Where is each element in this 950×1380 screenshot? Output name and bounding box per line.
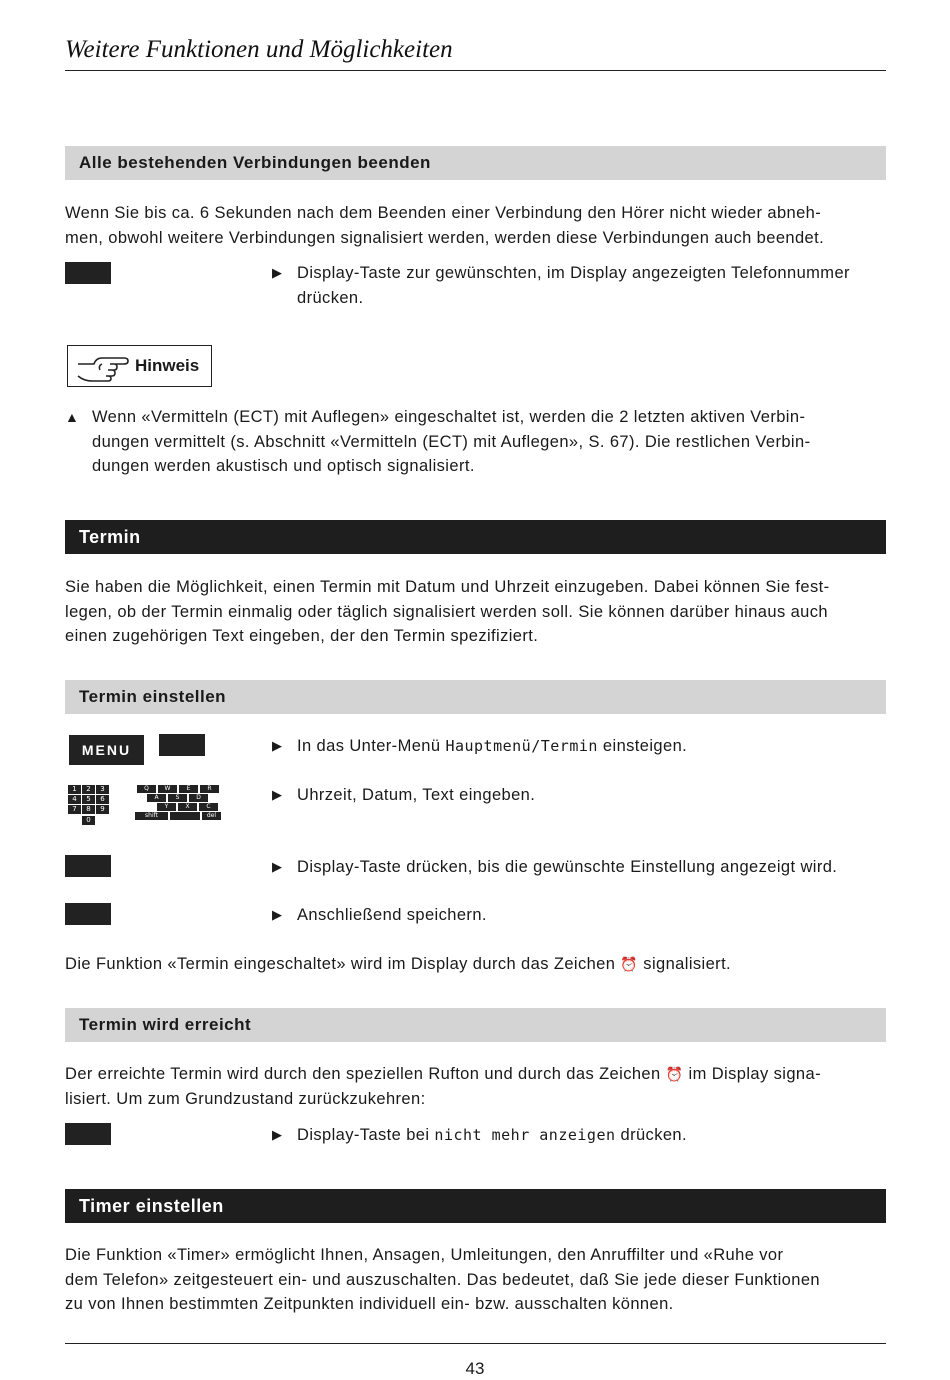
- display-key-button[interactable]: [65, 903, 111, 925]
- termin-erreicht-step: ▶ Display-Taste bei nicht mehr anzeigen drücken.: [272, 1123, 886, 1149]
- key-3[interactable]: 3: [96, 785, 109, 794]
- timer-line-3: zu von Ihnen bestimmten Zeitpunkten individuell ein- bzw. ausschalten können.: [65, 1295, 674, 1313]
- display-option: nicht mehr anzeigen: [434, 1126, 616, 1144]
- termin-erreicht-paragraph: Der erreichte Termin wird durch den speziellen Rufton und durch das Zeichen ⏰ im Display signa- lisiert. Um zum Grundzustand zurückzukehren:: [65, 1062, 886, 1111]
- timer-line-1: Die Funktion «Timer» ermöglicht Ihnen, Ansagen, Umleitungen, den Anruffilter und «Ruhe vor: [65, 1246, 784, 1264]
- key-shift[interactable]: shift: [135, 812, 168, 820]
- key-s[interactable]: S: [168, 794, 187, 802]
- section-heading-termin-erreicht: Termin wird erreicht: [65, 1008, 886, 1042]
- key-9[interactable]: 9: [96, 805, 109, 814]
- hinweis-line-1: Wenn «Vermitteln (ECT) mit Auflegen» eingeschaltet ist, werden die 2 letzten aktiven Verbin-: [92, 408, 806, 426]
- section-heading-termin: Termin: [65, 520, 886, 554]
- menu-path: Hauptmenü/Termin: [445, 737, 598, 755]
- page-number: 43: [465, 1359, 485, 1378]
- pointing-hand-icon: [74, 352, 132, 382]
- key-c[interactable]: C: [199, 803, 218, 811]
- triangle-right-icon: ▶: [272, 907, 283, 922]
- termin-step-3: ▶ Display-Taste drücken, bis die gewünschte Einstellung angezeigt wird.: [272, 855, 886, 881]
- termin-summary: Die Funktion «Termin eingeschaltet» wird im Display durch das Zeichen ⏰ signalisiert.: [65, 952, 886, 977]
- alarm-clock-icon: ⏰: [620, 956, 639, 972]
- alle-paragraph: [65, 201, 886, 250]
- triangle-right-icon: ▶: [272, 1127, 283, 1142]
- footer-rule: [65, 1343, 886, 1344]
- key-q[interactable]: Q: [137, 785, 156, 793]
- key-1[interactable]: 1: [68, 785, 81, 794]
- key-x[interactable]: X: [178, 803, 197, 811]
- termin-step-2: ▶ Uhrzeit, Datum, Text eingeben.: [272, 783, 886, 809]
- menu-button[interactable]: MENU: [69, 735, 144, 765]
- display-key-button[interactable]: [65, 855, 111, 877]
- hinweis-box: [67, 345, 212, 387]
- alle-step: [272, 261, 886, 311]
- section-heading-alle: Alle bestehenden Verbindungen beenden: [65, 146, 886, 180]
- triangle-right-icon: ▶: [272, 859, 283, 874]
- key-space[interactable]: [170, 812, 200, 820]
- key-w[interactable]: W: [158, 785, 177, 793]
- key-y[interactable]: Y: [157, 803, 176, 811]
- display-key-button[interactable]: [65, 1123, 111, 1145]
- key-6[interactable]: 6: [96, 795, 109, 804]
- header-rule: [65, 70, 886, 71]
- hinweis-note: [65, 405, 886, 480]
- key-8[interactable]: 8: [82, 805, 95, 814]
- triangle-up-icon: ▲: [65, 409, 80, 425]
- hinweis-line-2: dungen vermittelt (s. Abschnitt «Vermitteln (ECT) mit Auflegen», S. 67). Die restlichen Verbin-: [92, 432, 811, 451]
- termin-step-1: ▶ In das Unter-Menü Hauptmenü/Termin einsteigen.: [272, 734, 886, 760]
- triangle-right-icon: ▶: [272, 787, 283, 802]
- display-key-button[interactable]: [65, 262, 111, 284]
- key-4[interactable]: 4: [68, 795, 81, 804]
- key-a[interactable]: A: [147, 794, 166, 802]
- alarm-clock-icon: ⏰: [665, 1066, 684, 1082]
- termin-step-4: ▶ Anschließend speichern.: [272, 903, 886, 929]
- key-d[interactable]: D: [189, 794, 208, 802]
- termin-line-1: Sie haben die Möglichkeit, einen Termin mit Datum und Uhrzeit einzugeben. Dabei können Sie fest-: [65, 578, 830, 596]
- running-head: Weitere Funktionen und Möglichkeiten: [65, 36, 453, 63]
- key-2[interactable]: 2: [82, 785, 95, 794]
- alle-line-2: men, obwohl weitere Verbindungen signalisiert werden, werden diese Verbindungen auch beendet.: [65, 228, 825, 247]
- timer-line-2: dem Telefon» zeitgesteuert ein- und auszuschalten. Das bedeutet, daß Sie jede dieser Funktionen: [65, 1270, 820, 1289]
- section-heading-termin-einstellen: Termin einstellen: [65, 680, 886, 714]
- key-5[interactable]: 5: [82, 795, 95, 804]
- key-del[interactable]: del: [202, 812, 221, 820]
- section-heading-timer: Timer einstellen: [65, 1189, 886, 1223]
- timer-paragraph: [65, 1243, 886, 1317]
- termin-line-3: einen zugehörigen Text eingeben, der den Termin spezifiziert.: [65, 627, 539, 645]
- key-e[interactable]: E: [179, 785, 198, 793]
- hinweis-label: Hinweis: [135, 356, 200, 375]
- triangle-right-icon: ▶: [272, 265, 283, 280]
- termin-paragraph: [65, 575, 886, 649]
- key-7[interactable]: 7: [68, 805, 81, 814]
- alle-line-1: Wenn Sie bis ca. 6 Sekunden nach dem Beenden einer Verbindung den Hörer nicht wieder abneh-: [65, 204, 822, 222]
- key-0[interactable]: 0: [82, 816, 95, 825]
- display-key-button[interactable]: [159, 734, 205, 756]
- alle-step-text: Display-Taste zur gewünschten, im Display angezeigten Telefonnummer drücken.: [297, 264, 850, 307]
- hinweis-line-3: dungen werden akustisch und optisch signalisiert.: [92, 457, 475, 475]
- triangle-right-icon: ▶: [272, 738, 283, 753]
- key-r[interactable]: R: [200, 785, 219, 793]
- termin-line-2: legen, ob der Termin einmalig oder täglich signalisiert werden soll. Sie können darüber hinaus auch: [65, 602, 828, 621]
